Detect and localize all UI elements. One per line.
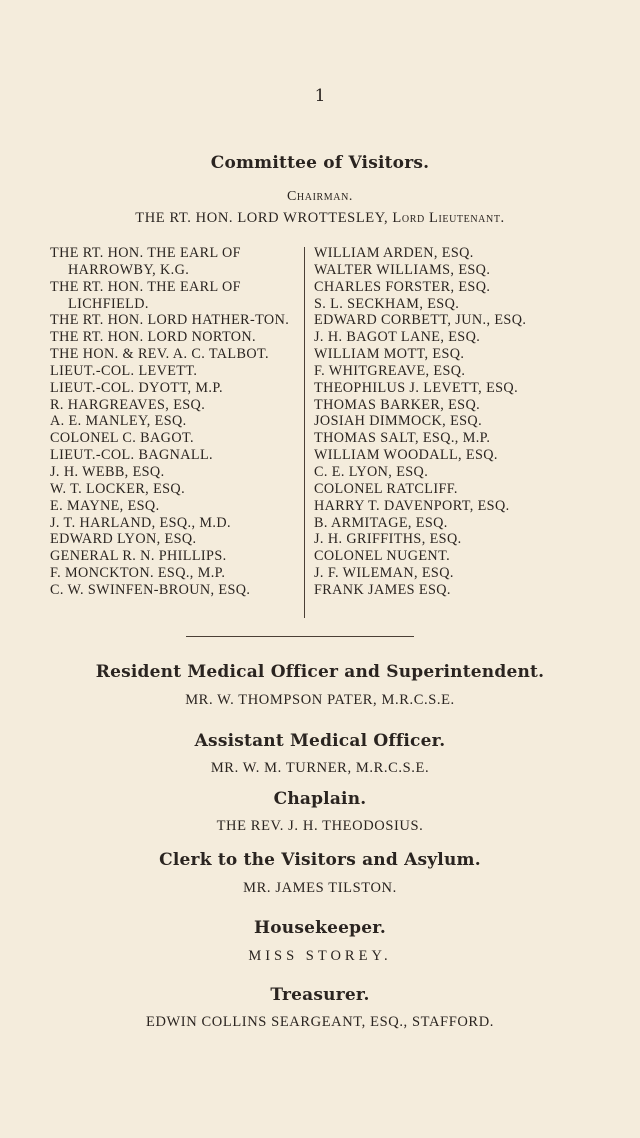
column-divider bbox=[304, 247, 305, 618]
chaplain-heading: Chaplain. bbox=[273, 789, 367, 809]
chairman-label: Chairman. bbox=[286, 189, 354, 204]
committee-member: LIEUT.-COL. BAGNALL. bbox=[50, 447, 213, 464]
committee-member: THEOPHILUS J. LEVETT, ESQ. bbox=[314, 379, 519, 396]
committee-member: GENERAL R. N. PHILLIPS. bbox=[50, 548, 227, 565]
committee-member: F. MONCKTON. ESQ., M.P. bbox=[50, 565, 226, 582]
committee-member: F. WHITGREAVE, ESQ. bbox=[314, 362, 466, 379]
committee-member: EDWARD LYON, ESQ. bbox=[50, 531, 197, 548]
page-number: 1 bbox=[314, 86, 326, 106]
resident-medical-officer-name: MR. W. THOMPSON PATER, M.R.C.S.E. bbox=[185, 692, 455, 708]
committee-member: B. ARMITAGE, ESQ. bbox=[314, 514, 448, 531]
chairman-role: Lord Lieutenant. bbox=[392, 210, 505, 226]
committee-member: A. E. MANLEY, ESQ. bbox=[50, 413, 187, 430]
committee-member: W. T. LOCKER, ESQ. bbox=[50, 480, 186, 497]
committee-member: LIEUT.-COL. DYOTT, M.P. bbox=[50, 379, 223, 396]
committee-member: J. T. HARLAND, ESQ., M.D. bbox=[50, 514, 231, 531]
committee-left-column bbox=[50, 245, 302, 599]
committee-member: R. HARGREAVES, ESQ. bbox=[50, 396, 206, 413]
clerk-heading: Clerk to the Visitors and Asylum. bbox=[159, 850, 481, 870]
committee-member: J. H. BAGOT LANE, ESQ. bbox=[314, 329, 481, 346]
chaplain-name: THE REV. J. H. THEODOSIUS. bbox=[216, 818, 424, 834]
committee-member: COLONEL C. BAGOT. bbox=[50, 430, 194, 447]
committee-member: WILLIAM ARDEN, ESQ. bbox=[314, 245, 474, 261]
committee-member: S. L. SECKHAM, ESQ. bbox=[314, 295, 460, 312]
committee-member: J. F. WILEMAN, ESQ. bbox=[314, 565, 454, 582]
committee-member: THE HON. & REV. A. C. TALBOT. bbox=[50, 346, 269, 363]
committee-member: C. W. SWINFEN-BROUN, ESQ. bbox=[50, 581, 251, 598]
housekeeper-name: MISS STOREY. bbox=[248, 948, 392, 964]
committee-member: CHARLES FORSTER, ESQ. bbox=[314, 278, 491, 295]
committee-member: COLONEL NUGENT. bbox=[314, 548, 451, 565]
chairman-name: THE RT. HON. LORD WROTTESLEY, bbox=[135, 210, 389, 226]
assistant-medical-officer-name: MR. W. M. TURNER, M.R.C.S.E. bbox=[210, 760, 430, 776]
committee-member: HARRY T. DAVENPORT, ESQ. bbox=[314, 497, 510, 514]
committee-member: THE RT. HON. THE EARL OF HARROWBY, K.G. bbox=[50, 245, 241, 278]
committee-member: J. H. WEBB, ESQ. bbox=[50, 463, 165, 480]
chairman-line bbox=[0, 210, 640, 227]
committee-member: FRANK JAMES ESQ. bbox=[314, 581, 451, 598]
committee-member: THE RT. HON. LORD NORTON. bbox=[50, 329, 256, 346]
committee-member: JOSIAH DIMMOCK, ESQ. bbox=[314, 413, 483, 430]
committee-member: THOMAS SALT, ESQ., M.P. bbox=[314, 430, 491, 447]
committee-member: J. H. GRIFFITHS, ESQ. bbox=[314, 531, 462, 548]
clerk-name: MR. JAMES TILSTON. bbox=[243, 880, 397, 896]
committee-member: E. MAYNE, ESQ. bbox=[50, 497, 160, 514]
committee-member: THE RT. HON. THE EARL OF LICHFIELD. bbox=[50, 278, 241, 312]
committee-heading: Committee of Visitors. bbox=[210, 153, 430, 173]
committee-member: WALTER WILLIAMS, ESQ. bbox=[314, 261, 491, 278]
assistant-medical-officer-heading: Assistant Medical Officer. bbox=[194, 731, 446, 751]
committee-member: EDWARD CORBETT, JUN., ESQ. bbox=[314, 312, 527, 329]
housekeeper-heading: Housekeeper. bbox=[254, 918, 386, 938]
resident-medical-officer-heading: Resident Medical Officer and Superintendent. bbox=[95, 662, 545, 682]
committee-member: LIEUT.-COL. LEVETT. bbox=[50, 362, 198, 379]
committee-right-column bbox=[314, 245, 614, 599]
section-divider bbox=[186, 636, 414, 637]
treasurer-name: EDWIN COLLINS SEARGEANT, ESQ., STAFFORD. bbox=[145, 1014, 495, 1030]
committee-member: WILLIAM WOODALL, ESQ. bbox=[314, 447, 498, 464]
committee-member: THE RT. HON. LORD HATHER-TON. bbox=[50, 312, 290, 329]
committee-member: COLONEL RATCLIFF. bbox=[314, 480, 458, 497]
committee-member: WILLIAM MOTT, ESQ. bbox=[314, 346, 465, 363]
treasurer-heading: Treasurer. bbox=[270, 985, 370, 1005]
committee-member: THOMAS BARKER, ESQ. bbox=[314, 396, 481, 413]
committee-member: C. E. LYON, ESQ. bbox=[314, 463, 429, 480]
